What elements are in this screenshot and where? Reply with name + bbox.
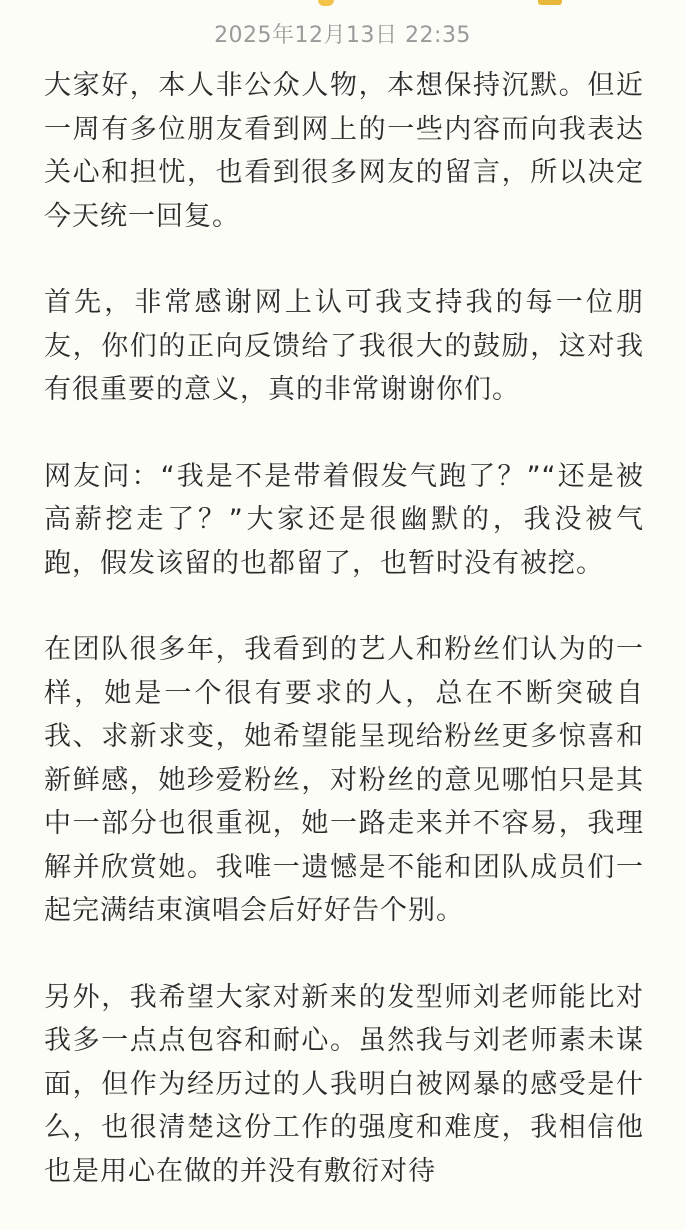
paragraph: 网友问：“我是不是带着假发气跑了？”“还是被高薪挖走了？”大家还是很幽默的，我没被气跑，假发该留的也都留了，也暂时没有被挖。 bbox=[44, 460, 644, 579]
paragraph: 另外，我希望大家对新来的发型师刘老师能比对我多一点点包容和耐心。虽然我与刘老师素未谋面，但作为经历过的人我明白被网暴的感受是什么，也很清楚这份工作的强度和难度，我相信他也是用心在做的并没有敷衍对待 bbox=[44, 981, 644, 1187]
post-timestamp: 2025年12月13日 22:35 bbox=[214, 23, 471, 48]
paragraph: 大家好，本人非公众人物，本想保持沉默。但近一周有多位朋友看到网上的一些内容而向我表达关心和担忧，也看到很多网友的留言，所以决定今天统一回复。 bbox=[44, 70, 644, 232]
post-body bbox=[44, 64, 644, 1230]
paragraph: 在团队很多年，我看到的艺人和粉丝们认为的一样，她是一个很有要求的人，总在不断突破自我、求新求变，她希望能呈现给粉丝更多惊喜和新鲜感，她珍爱粉丝，对粉丝的意见哪怕只是其中一部分也很重视，她一路走来并不容易，我理解并欣赏她。我唯一遗憾是不能和团队成员们一起完满结束演唱会后好好告个别。 bbox=[44, 634, 644, 926]
emoji-fragment bbox=[318, 0, 334, 6]
emoji-fragment bbox=[538, 0, 562, 5]
top-strip bbox=[0, 0, 685, 14]
paragraph: 首先，非常感谢网上认可我支持我的每一位朋友，你们的正向反馈给了我很大的鼓励，这对我有很重要的意义，真的非常谢谢你们。 bbox=[44, 287, 644, 405]
